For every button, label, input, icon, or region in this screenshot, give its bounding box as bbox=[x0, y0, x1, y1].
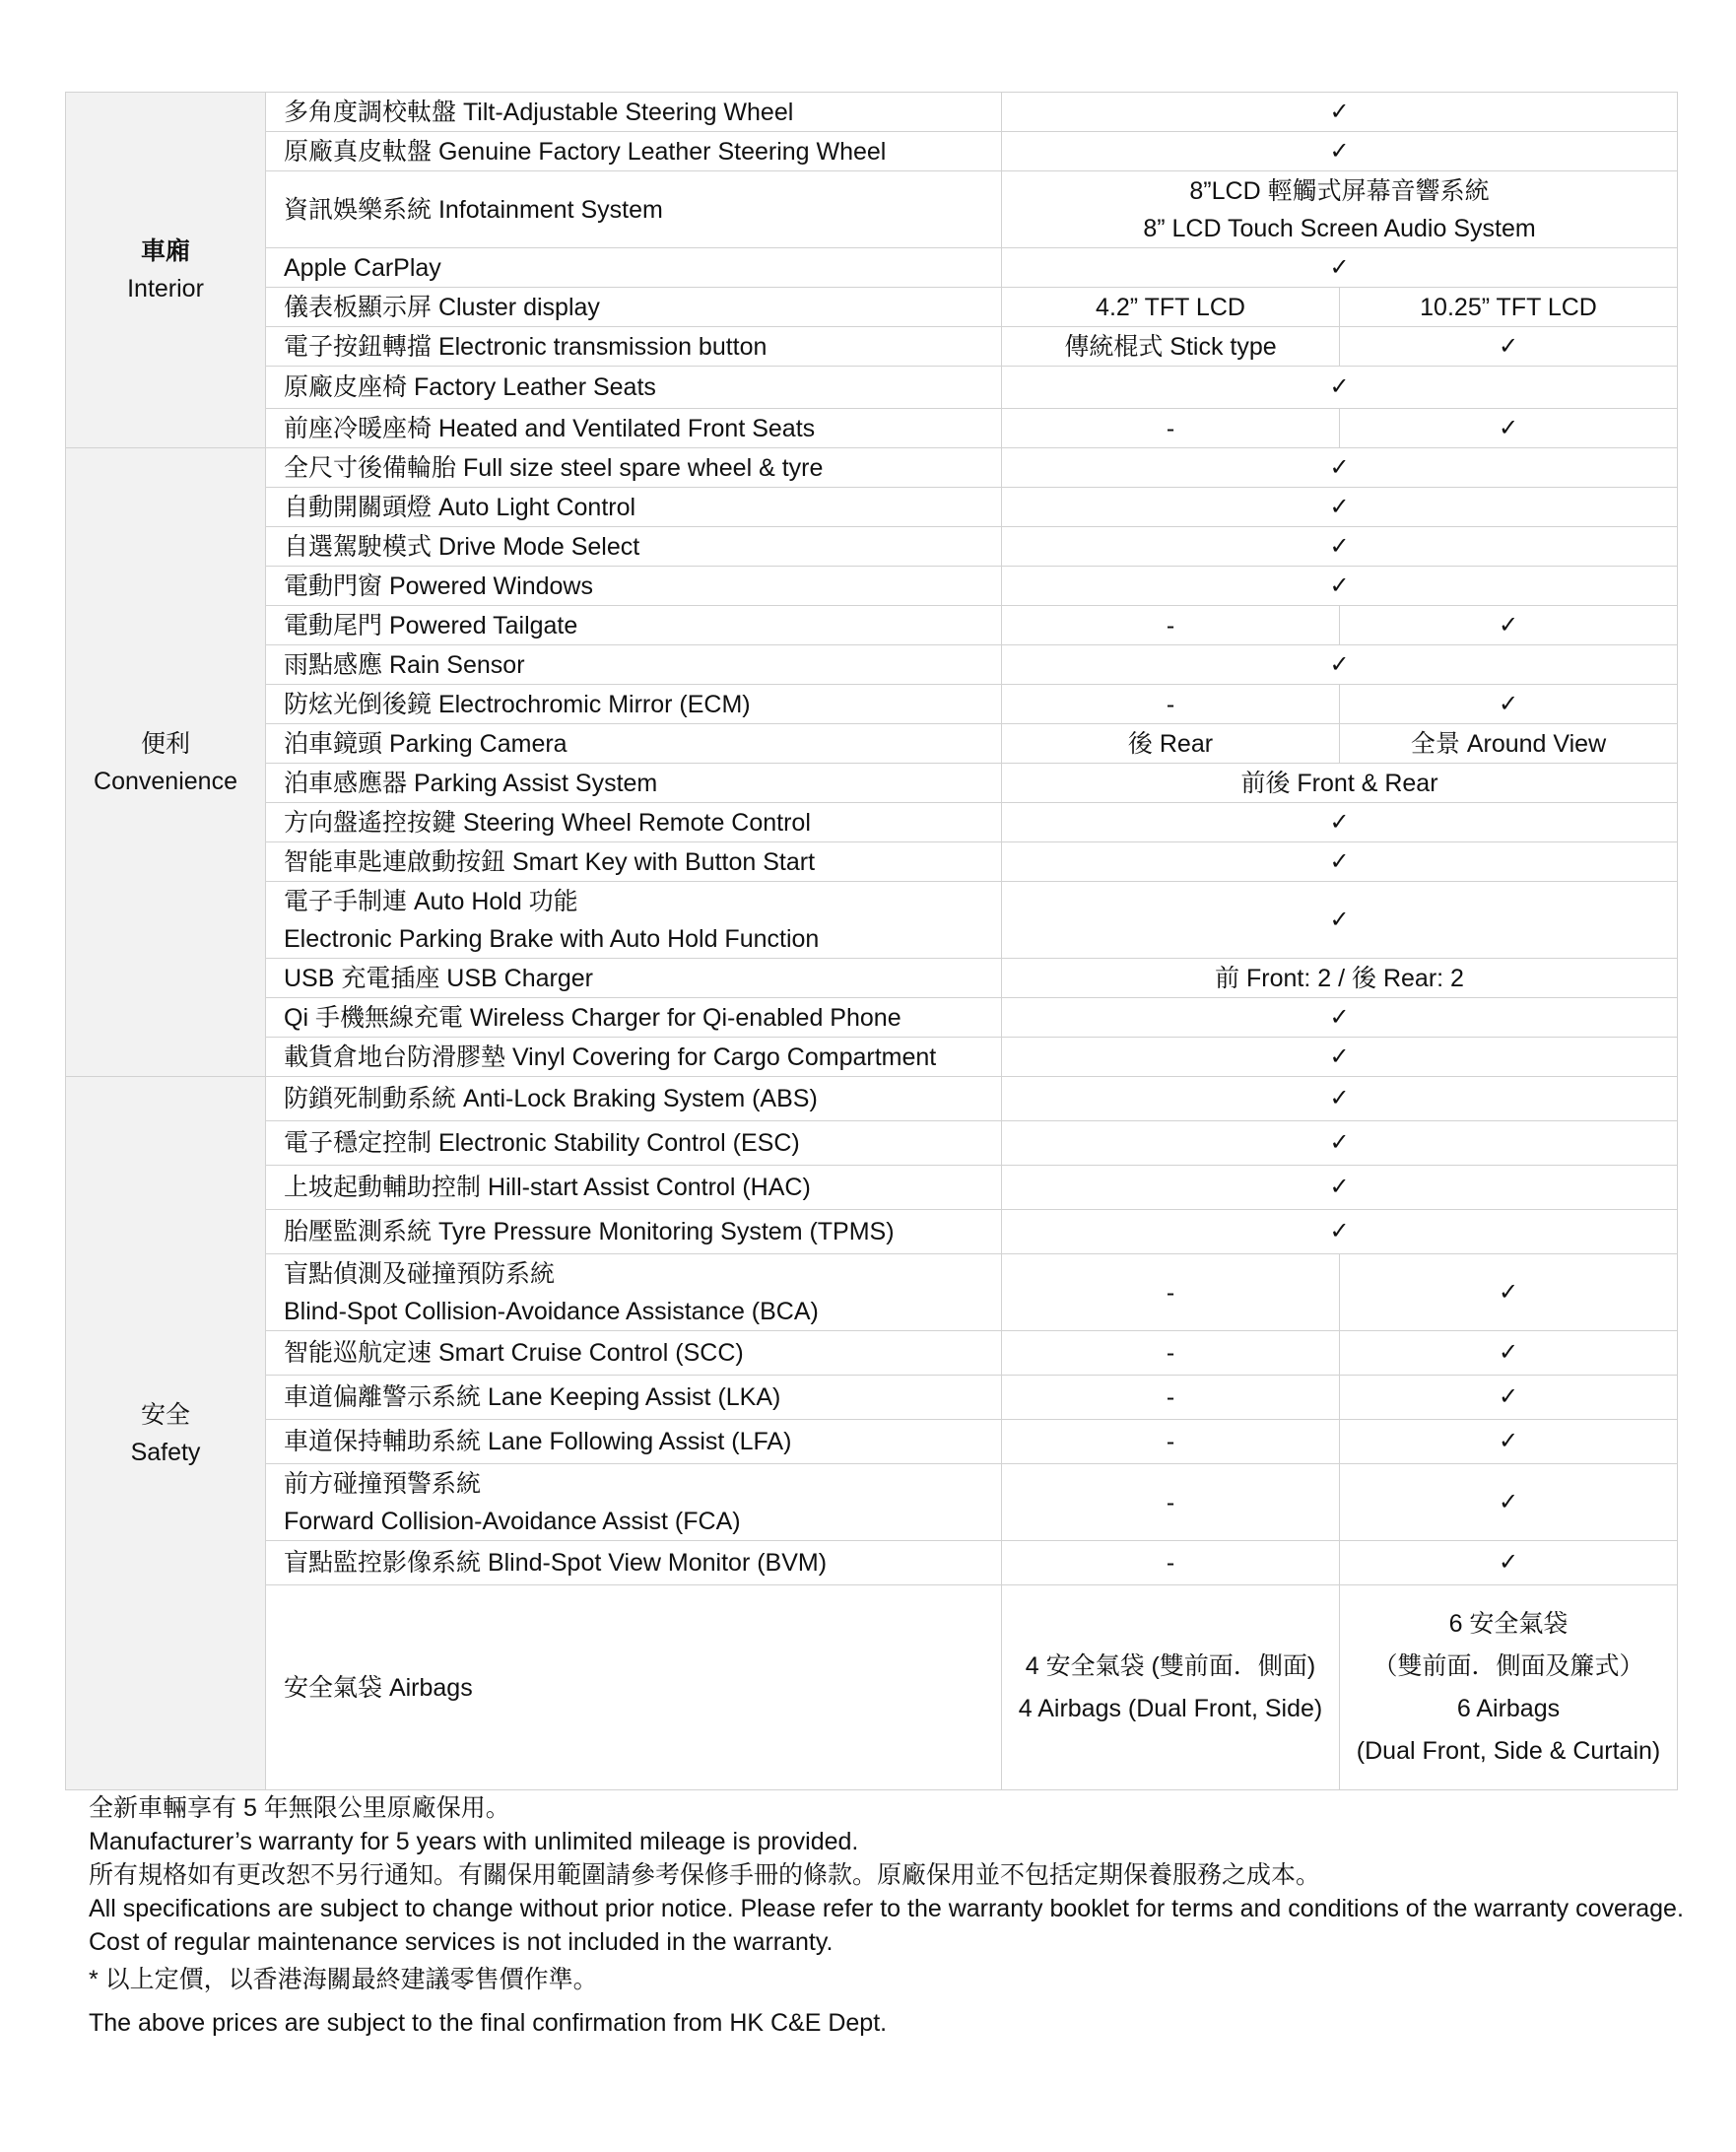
value-text: 後 Rear bbox=[1127, 729, 1214, 758]
value-cell bbox=[1002, 764, 1678, 803]
feature-cell bbox=[266, 1331, 1002, 1376]
value-cell bbox=[1002, 327, 1340, 367]
value-text: 4 安全氣袋 (雙前面．側面) bbox=[1025, 1651, 1316, 1680]
table-row bbox=[66, 367, 1678, 409]
check-icon: ✓ bbox=[1329, 98, 1350, 125]
category-label-zh: 安全 bbox=[140, 1400, 190, 1429]
table-row bbox=[66, 882, 1678, 959]
feature-cell bbox=[266, 327, 1002, 367]
value-text: (Dual Front, Side & Curtain) bbox=[1356, 1736, 1661, 1765]
check-cell bbox=[1002, 1077, 1678, 1121]
check-icon: ✓ bbox=[1329, 1003, 1350, 1031]
check-cell bbox=[1340, 327, 1678, 367]
category-cell bbox=[66, 448, 266, 1077]
not-available-dash: - bbox=[1166, 1278, 1175, 1307]
feature-cell bbox=[266, 132, 1002, 171]
feature-label: Apple CarPlay bbox=[284, 253, 441, 282]
check-cell bbox=[1002, 527, 1678, 567]
check-icon: ✓ bbox=[1329, 1042, 1350, 1070]
feature-cell bbox=[266, 288, 1002, 327]
category-label-zh: 便利 bbox=[140, 729, 190, 758]
not-available-dash: - bbox=[1166, 1339, 1175, 1367]
check-cell bbox=[1002, 567, 1678, 606]
category-cell bbox=[66, 1077, 266, 1790]
check-cell bbox=[1340, 1541, 1678, 1585]
table-row bbox=[66, 132, 1678, 171]
table-row bbox=[66, 1585, 1678, 1790]
feature-cell bbox=[266, 1541, 1002, 1585]
feature-label: 自動開關頭燈 Auto Light Control bbox=[284, 493, 636, 521]
value-cell bbox=[1340, 1585, 1678, 1790]
category-label-en: Convenience bbox=[94, 767, 237, 795]
not-available-dash: - bbox=[1166, 1383, 1175, 1411]
feature-cell bbox=[266, 764, 1002, 803]
check-cell bbox=[1002, 1166, 1678, 1210]
check-icon: ✓ bbox=[1329, 1129, 1350, 1156]
feature-cell bbox=[266, 567, 1002, 606]
check-cell bbox=[1340, 606, 1678, 645]
feature-label: 儀表板顯示屏 Cluster display bbox=[284, 293, 600, 321]
feature-label: 防炫光倒後鏡 Electrochromic Mirror (ECM) bbox=[284, 690, 751, 718]
value-text: 4.2” TFT LCD bbox=[1096, 293, 1245, 321]
value-cell bbox=[1002, 171, 1678, 248]
feature-label: Electronic Parking Brake with Auto Hold Function bbox=[284, 924, 820, 953]
table-row bbox=[66, 959, 1678, 998]
feature-label: Blind-Spot Collision-Avoidance Assistance (BCA) bbox=[284, 1297, 819, 1325]
table-row bbox=[66, 724, 1678, 764]
check-cell bbox=[1002, 842, 1678, 882]
feature-cell bbox=[266, 959, 1002, 998]
feature-label: 智能車匙連啟動按鈕 Smart Key with Button Start bbox=[284, 847, 816, 876]
check-cell bbox=[1002, 645, 1678, 685]
check-icon: ✓ bbox=[1329, 808, 1350, 836]
table-row bbox=[66, 1464, 1678, 1541]
value-text: 8”LCD 輕觸式屏幕音響系統 bbox=[1189, 176, 1490, 205]
feature-label: 雨點感應 Rain Sensor bbox=[284, 650, 525, 679]
table-row bbox=[66, 685, 1678, 724]
table-row bbox=[66, 606, 1678, 645]
feature-cell bbox=[266, 248, 1002, 288]
feature-cell bbox=[266, 1121, 1002, 1166]
check-icon: ✓ bbox=[1329, 1085, 1350, 1111]
table-row bbox=[66, 1210, 1678, 1254]
check-icon: ✓ bbox=[1498, 1549, 1519, 1576]
spec-table bbox=[65, 92, 1678, 1790]
check-cell bbox=[1002, 248, 1678, 288]
check-cell bbox=[1340, 409, 1678, 448]
feature-label: 電子按鈕轉擋 Electronic transmission button bbox=[284, 332, 768, 361]
feature-cell bbox=[266, 448, 1002, 488]
check-icon: ✓ bbox=[1329, 253, 1350, 281]
table-row bbox=[66, 1077, 1678, 1121]
table-row bbox=[66, 803, 1678, 842]
check-icon: ✓ bbox=[1498, 1278, 1519, 1306]
value-text: 前 Front: 2 / 後 Rear: 2 bbox=[1215, 964, 1464, 992]
check-cell bbox=[1340, 1464, 1678, 1541]
table-row bbox=[66, 1541, 1678, 1585]
feature-label: 智能巡航定速 Smart Cruise Control (SCC) bbox=[284, 1339, 744, 1367]
feature-label: 前方碰撞預警系統 bbox=[284, 1469, 482, 1498]
feature-label: USB 充電插座 USB Charger bbox=[284, 964, 593, 992]
check-icon: ✓ bbox=[1329, 1174, 1350, 1200]
feature-label: 車道保持輔助系統 Lane Following Assist (LFA) bbox=[284, 1428, 792, 1455]
value-cell bbox=[1002, 724, 1340, 764]
table-row bbox=[66, 409, 1678, 448]
value-cell bbox=[1340, 724, 1678, 764]
value-text: 10.25” TFT LCD bbox=[1420, 293, 1597, 321]
feature-cell bbox=[266, 527, 1002, 567]
check-cell bbox=[1002, 1121, 1678, 1166]
feature-label: 上坡起動輔助控制 Hill-start Assist Control (HAC) bbox=[284, 1174, 811, 1201]
category-cell bbox=[66, 93, 266, 448]
check-icon: ✓ bbox=[1498, 414, 1519, 441]
feature-label: 安全氣袋 Airbags bbox=[284, 1673, 473, 1702]
table-row bbox=[66, 288, 1678, 327]
check-icon: ✓ bbox=[1498, 690, 1519, 717]
table-row bbox=[66, 488, 1678, 527]
feature-cell bbox=[266, 367, 1002, 409]
feature-cell bbox=[266, 724, 1002, 764]
note-price-zh: * 以上定價，以香港海關最終建議零售價作準。 bbox=[89, 1966, 598, 1993]
feature-cell bbox=[266, 685, 1002, 724]
feature-cell bbox=[266, 998, 1002, 1038]
value-text: （雙前面．側面及簾式） bbox=[1372, 1651, 1644, 1680]
feature-label: Forward Collision-Avoidance Assist (FCA) bbox=[284, 1507, 741, 1535]
note-price-en: The above prices are subject to the final confirmation from HK C&E Dept. bbox=[89, 2009, 888, 2037]
feature-cell bbox=[266, 842, 1002, 882]
check-cell bbox=[1002, 998, 1678, 1038]
value-text: 全景 Around View bbox=[1410, 729, 1607, 758]
category-label-en: Interior bbox=[127, 275, 204, 303]
check-icon: ✓ bbox=[1329, 847, 1350, 875]
value-text: 6 Airbags bbox=[1456, 1694, 1561, 1722]
check-cell bbox=[1002, 803, 1678, 842]
not-available-dash: - bbox=[1166, 1428, 1175, 1455]
check-icon: ✓ bbox=[1329, 453, 1350, 481]
check-cell bbox=[1002, 367, 1678, 409]
feature-label: 電動尾門 Powered Tailgate bbox=[284, 611, 578, 639]
feature-label: 原廠皮座椅 Factory Leather Seats bbox=[284, 373, 656, 401]
table-row bbox=[66, 998, 1678, 1038]
check-icon: ✓ bbox=[1329, 650, 1350, 678]
check-icon: ✓ bbox=[1498, 1428, 1519, 1454]
table-row bbox=[66, 1376, 1678, 1420]
check-icon: ✓ bbox=[1498, 1488, 1519, 1515]
feature-cell bbox=[266, 409, 1002, 448]
feature-label: 載貨倉地台防滑膠墊 Vinyl Covering for Cargo Compartment bbox=[284, 1042, 937, 1071]
value-cell bbox=[1002, 1254, 1340, 1331]
feature-cell bbox=[266, 93, 1002, 132]
table-row bbox=[66, 527, 1678, 567]
feature-label: 胎壓監測系統 Tyre Pressure Monitoring System (TPMS) bbox=[284, 1218, 895, 1245]
feature-label: 多角度調校軚盤 Tilt-Adjustable Steering Wheel bbox=[284, 98, 794, 126]
value-text: 前後 Front & Rear bbox=[1240, 769, 1438, 797]
value-cell bbox=[1002, 1331, 1340, 1376]
check-cell bbox=[1340, 1376, 1678, 1420]
value-cell bbox=[1002, 685, 1340, 724]
value-text: 8” LCD Touch Screen Audio System bbox=[1143, 214, 1536, 242]
feature-cell bbox=[266, 1038, 1002, 1077]
check-cell bbox=[1002, 93, 1678, 132]
value-text: 傳統棍式 Stick type bbox=[1064, 332, 1277, 361]
value-cell bbox=[1002, 288, 1340, 327]
check-cell bbox=[1340, 1420, 1678, 1464]
value-cell bbox=[1002, 1541, 1340, 1585]
feature-cell bbox=[266, 606, 1002, 645]
check-cell bbox=[1002, 882, 1678, 959]
note-spec-change-en: All specifications are subject to change without prior notice. Please refer to the warranty booklet for terms and conditions of the warranty coverage. bbox=[89, 1895, 1684, 1922]
value-text: 4 Airbags (Dual Front, Side) bbox=[1018, 1694, 1323, 1722]
feature-cell bbox=[266, 1464, 1002, 1541]
feature-label: 車道偏離警示系統 Lane Keeping Assist (LKA) bbox=[284, 1383, 781, 1411]
table-row bbox=[66, 448, 1678, 488]
not-available-dash: - bbox=[1166, 1488, 1175, 1516]
check-cell bbox=[1340, 1331, 1678, 1376]
feature-label: 自選駕駛模式 Drive Mode Select bbox=[284, 532, 640, 561]
value-cell bbox=[1002, 959, 1678, 998]
check-cell bbox=[1002, 1038, 1678, 1077]
check-cell bbox=[1002, 448, 1678, 488]
value-cell bbox=[1002, 409, 1340, 448]
check-icon: ✓ bbox=[1329, 572, 1350, 599]
check-icon: ✓ bbox=[1329, 906, 1350, 933]
check-cell bbox=[1340, 685, 1678, 724]
feature-label: 盲點監控影像系統 Blind-Spot View Monitor (BVM) bbox=[284, 1549, 828, 1577]
table-row bbox=[66, 1166, 1678, 1210]
feature-cell bbox=[266, 488, 1002, 527]
table-row bbox=[66, 567, 1678, 606]
check-icon: ✓ bbox=[1329, 373, 1350, 400]
table-row bbox=[66, 1038, 1678, 1077]
check-cell bbox=[1340, 1254, 1678, 1331]
feature-label: 全尺寸後備輪胎 Full size steel spare wheel & tyre bbox=[284, 453, 824, 482]
feature-label: 防鎖死制動系統 Anti-Lock Braking System (ABS) bbox=[284, 1085, 818, 1112]
check-icon: ✓ bbox=[1498, 1383, 1519, 1410]
feature-cell bbox=[266, 1254, 1002, 1331]
not-available-dash: - bbox=[1166, 414, 1175, 442]
value-cell bbox=[1002, 1585, 1340, 1790]
table-row bbox=[66, 764, 1678, 803]
note-warranty-en: Manufacturer’s warranty for 5 years with unlimited mileage is provided. bbox=[89, 1828, 859, 1855]
check-icon: ✓ bbox=[1498, 611, 1519, 639]
feature-label: Qi 手機無線充電 Wireless Charger for Qi-enabled Phone bbox=[284, 1003, 901, 1032]
value-cell bbox=[1340, 288, 1678, 327]
check-cell bbox=[1002, 488, 1678, 527]
not-available-dash: - bbox=[1166, 690, 1175, 718]
category-label-en: Safety bbox=[130, 1438, 201, 1466]
table-row bbox=[66, 1254, 1678, 1331]
table-row bbox=[66, 842, 1678, 882]
note-spec-change-zh: 所有規格如有更改恕不另行通知。有關保用範圍請參考保修手冊的條款。原廠保用並不包括定期保養服務之成本。 bbox=[89, 1861, 1321, 1889]
value-text: 6 安全氣袋 bbox=[1448, 1609, 1569, 1638]
note-warranty-zh: 全新車輛享有 5 年無限公里原廠保用。 bbox=[89, 1794, 510, 1822]
feature-label: 泊車鏡頭 Parking Camera bbox=[284, 729, 568, 758]
feature-cell bbox=[266, 1166, 1002, 1210]
feature-label: 電子手制連 Auto Hold 功能 bbox=[284, 887, 578, 915]
not-available-dash: - bbox=[1166, 611, 1175, 639]
feature-label: 資訊娛樂系統 Infotainment System bbox=[284, 195, 663, 224]
not-available-dash: - bbox=[1166, 1549, 1175, 1577]
check-icon: ✓ bbox=[1329, 1218, 1350, 1244]
table-row bbox=[66, 327, 1678, 367]
table-row bbox=[66, 1121, 1678, 1166]
feature-cell bbox=[266, 1376, 1002, 1420]
check-icon: ✓ bbox=[1329, 532, 1350, 560]
feature-label: 盲點偵測及碰撞預防系統 bbox=[284, 1259, 556, 1288]
feature-label: 原廠真皮軚盤 Genuine Factory Leather Steering Wheel bbox=[284, 137, 887, 166]
table-row bbox=[66, 93, 1678, 132]
feature-label: 泊車感應器 Parking Assist System bbox=[284, 769, 658, 797]
note-maintenance-en: Cost of regular maintenance services is not included in the warranty. bbox=[89, 1928, 834, 1956]
check-icon: ✓ bbox=[1498, 332, 1519, 360]
category-label-zh: 車廂 bbox=[140, 237, 190, 265]
table-row bbox=[66, 171, 1678, 248]
footnotes bbox=[89, 1791, 1704, 2040]
check-cell bbox=[1002, 132, 1678, 171]
table-row bbox=[66, 1420, 1678, 1464]
feature-cell bbox=[266, 1077, 1002, 1121]
check-icon: ✓ bbox=[1329, 493, 1350, 520]
feature-cell bbox=[266, 1420, 1002, 1464]
feature-label: 電子穩定控制 Electronic Stability Control (ESC) bbox=[284, 1129, 800, 1157]
feature-label: 前座冷暖座椅 Heated and Ventilated Front Seats bbox=[284, 414, 816, 442]
value-cell bbox=[1002, 606, 1340, 645]
feature-cell bbox=[266, 1585, 1002, 1790]
check-icon: ✓ bbox=[1498, 1339, 1519, 1366]
check-cell bbox=[1002, 1210, 1678, 1254]
feature-label: 方向盤遙控按鍵 Steering Wheel Remote Control bbox=[284, 808, 811, 837]
feature-label: 電動門窗 Powered Windows bbox=[284, 572, 593, 600]
table-row bbox=[66, 1331, 1678, 1376]
feature-cell bbox=[266, 882, 1002, 959]
table-row bbox=[66, 248, 1678, 288]
feature-cell bbox=[266, 171, 1002, 248]
value-cell bbox=[1002, 1376, 1340, 1420]
feature-cell bbox=[266, 645, 1002, 685]
table-row bbox=[66, 645, 1678, 685]
feature-cell bbox=[266, 1210, 1002, 1254]
check-icon: ✓ bbox=[1329, 137, 1350, 165]
value-cell bbox=[1002, 1420, 1340, 1464]
feature-cell bbox=[266, 803, 1002, 842]
value-cell bbox=[1002, 1464, 1340, 1541]
